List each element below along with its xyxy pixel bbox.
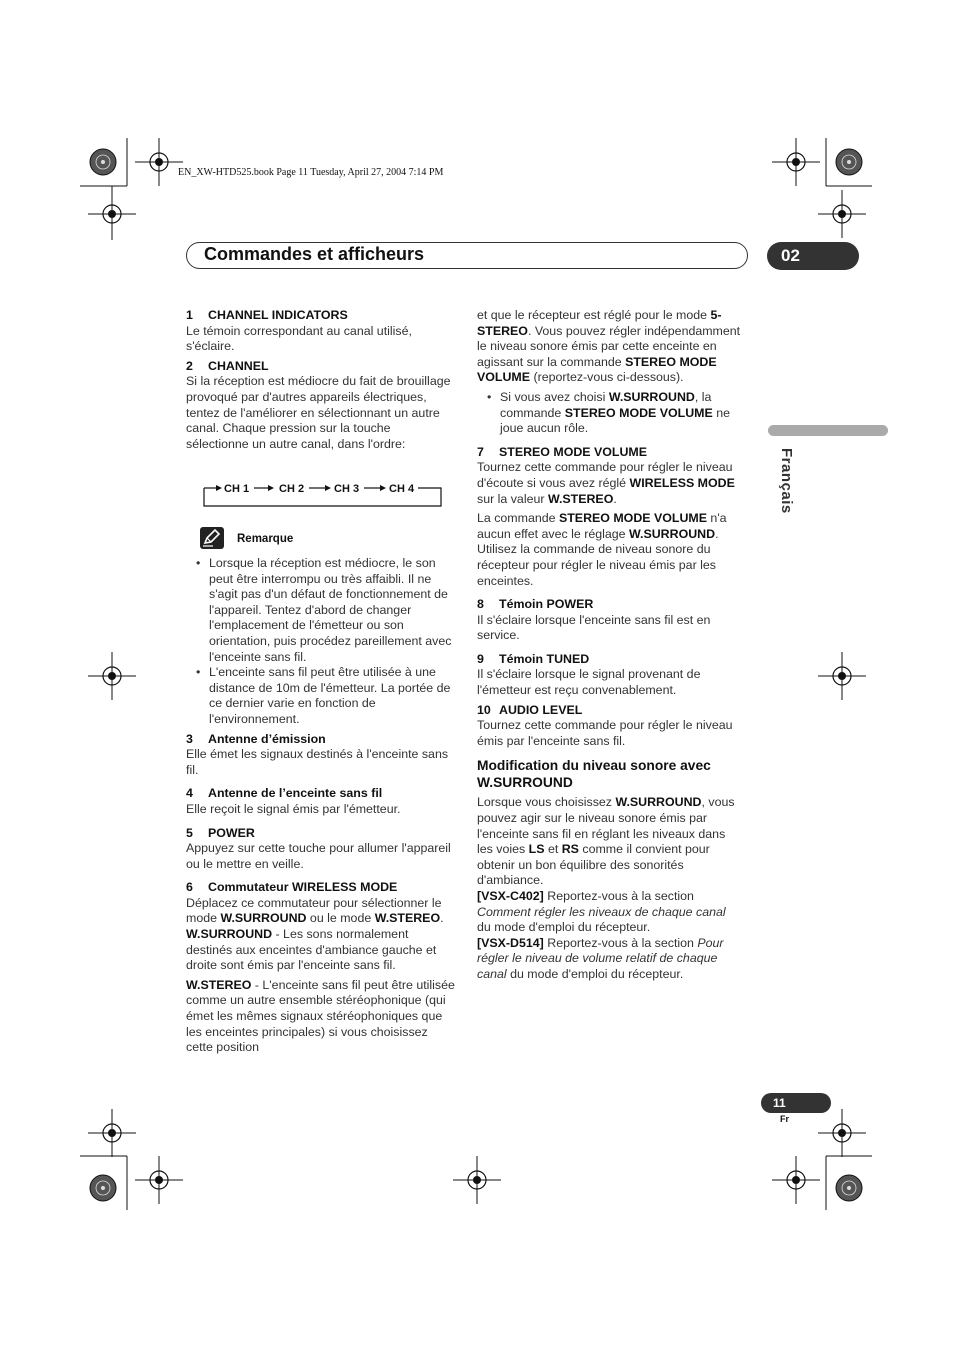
section-body: Lorsque vous choisissez W.SURROUND, vous pouvez agir sur le niveau sonore émis par l'enceinte sans fil en réglant les niveaux dans les voies LS et RS comme il convient pour obtenir un bon équilibre des sonorités d'ambiance. (477, 795, 735, 888)
page-number: 11 (773, 1096, 786, 1110)
section-body: Il s'éclaire lorsque le signal provenant de l'émetteur est reçu convenablement. (477, 667, 701, 698)
channel-label: CH 2 (279, 483, 305, 495)
list-item: • L'enceinte sans fil peut être utilisée à une distance de 10m de l'émetteur. La portée de ce dernier varie en fonction de l'environnement. (186, 665, 456, 727)
list-item: • Lorsque la réception est médiocre, le son peut être interrompu ou très affaibli. Il ne s'agit pas d'un défaut de fonctionnement de l'appareil. Tentez d'abord de changer l'emplacement de l'émetteur ou son orientation, puis procédez pareillement avec l'enceinte sans fil. (186, 556, 456, 665)
subsection-heading: Modification du niveau sonore avec W.SURROUND (477, 758, 711, 791)
section-heading: 3 Antenne d’émission (186, 731, 326, 746)
chapter-number: 02 (781, 246, 800, 265)
list-item: • Si vous avez choisi W.SURROUND, la commande STEREO MODE VOLUME ne joue aucun rôle. (477, 390, 742, 437)
page-number-badge (761, 1093, 831, 1113)
channel-cycle-diagram (196, 474, 446, 514)
section-body: W.STEREO - L'enceinte sans fil peut être utilisée comme un autre ensemble stéréophonique (qui émet les mêmes signaux stéréophoniques que les enceintes principales) si vous choisissez cette position (186, 977, 455, 1055)
section-body: et que le récepteur est réglé pour le mode 5-STEREO. Vous pouvez régler indépendamment le niveau sonore émis par cette enceinte en agissant sur la commande STEREO MODE VOLUME (reportez-vous ci-dessous). (477, 308, 741, 385)
right-column (477, 308, 742, 983)
left-column-top (186, 308, 456, 452)
section-body: Le témoin correspondant au canal utilisé, s'éclaire. (186, 323, 412, 354)
section-body: [VSX-C402] Reportez-vous à la section Comment régler les niveaux de chaque canal du mode d'emploi du récepteur. (477, 889, 726, 935)
left-column-bottom (186, 556, 456, 1056)
section-body: Elle émet les signaux destinés à l'enceinte sans fil. (186, 747, 449, 777)
section-body: Tournez cette commande pour régler le niveau d'écoute si vous avez réglé WIRELESS MODE sur la valeur W.STEREO. (477, 460, 735, 506)
section-heading: 8 Témoin POWER (477, 597, 594, 612)
section-heading: 1 CHANNEL INDICATORS (186, 308, 348, 322)
note-label: Remarque (237, 533, 294, 545)
section-body: Déplacez ce commutateur pour sélectionner le mode W.SURROUND ou le mode W.STEREO. (186, 895, 444, 926)
section-body: La commande STEREO MODE VOLUME n'a aucun effet avec le réglage W.SURROUND. Utilisez la commande de niveau sonore du récepteur pour régler le niveau émis par les enceintes. (477, 511, 727, 588)
section-heading: 4 Antenne de l’enceinte sans fil (186, 786, 383, 801)
section-heading: 9 Témoin TUNED (477, 651, 590, 666)
section-body: Elle reçoit le signal émis par l'émetteur. (186, 801, 401, 816)
section-heading: 7 STEREO MODE VOLUME (477, 444, 648, 459)
channel-label: CH 4 (389, 483, 415, 495)
page-title: Commandes et afficheurs (204, 244, 425, 264)
bullet-list (477, 390, 742, 437)
section-body: Tournez cette commande pour régler le niveau émis par l'enceinte sans fil. (477, 718, 733, 748)
section-body: Si la réception est médiocre du fait de brouillage provoqué par d'autres appareils électriques, tentez de l'améliorer en sélectionnant un autre canal. Chaque pression sur la touche sélectionne un autre canal, dans l'ordre: (186, 374, 451, 451)
note-bullet-list (186, 556, 456, 728)
language-tab-bar (768, 425, 888, 436)
section-heading: 2 CHANNEL (186, 358, 269, 373)
section-heading: 10 AUDIO LEVEL (477, 702, 583, 717)
note-pencil-icon (200, 527, 224, 549)
print-slug: EN_XW-HTD525.book Page 11 Tuesday, April 27, 2004 7:14 PM (178, 167, 444, 178)
section-body: Il s'éclaire lorsque l'enceinte sans fil est en service. (477, 612, 711, 643)
section-heading: 6 Commutateur WIRELESS MODE (186, 880, 398, 895)
section-body: W.SURROUND - Les sons normalement destinés aux enceintes d'ambiance gauche et droite sont émis par l'enceinte sans fil. (186, 927, 437, 973)
language-tab-label: Français (778, 448, 795, 514)
channel-label: CH 1 (224, 483, 250, 495)
section-heading: 5 POWER (186, 825, 255, 840)
channel-label: CH 3 (334, 483, 360, 495)
section-body: [VSX-D514] Reportez-vous à la section Pour régler le niveau de volume relatif de chaque canal du mode d'emploi du récepteur. (477, 935, 724, 981)
section-body: Appuyez sur cette touche pour allumer l'appareil ou le mettre en veille. (186, 841, 451, 871)
page-language-code: Fr (780, 1114, 789, 1124)
